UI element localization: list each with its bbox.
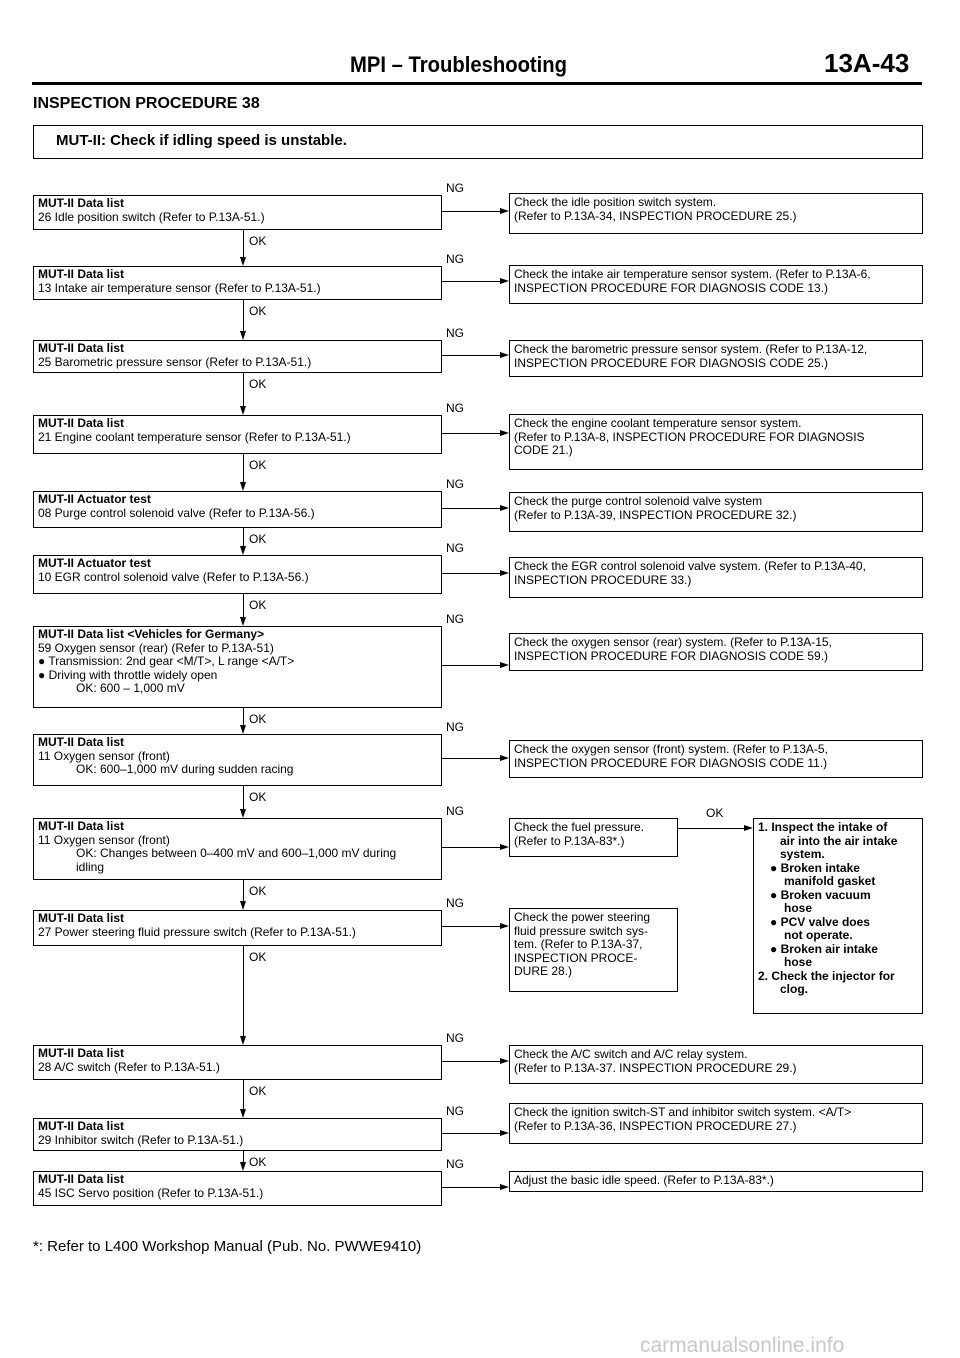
ng-arrow: [500, 1058, 509, 1064]
result-box: [509, 740, 923, 778]
result-line: Check the idle position switch system.: [514, 195, 717, 209]
ng-arrow: [500, 923, 509, 929]
ng-arrow: [500, 505, 509, 511]
result-box: [509, 492, 923, 532]
intake-check-line: hose: [784, 901, 813, 915]
step-heading: MUT-II Data list <Vehicles for Germany>: [38, 627, 265, 641]
ok-label: OK: [249, 377, 267, 391]
intake-check-line: ● PCV valve does: [770, 914, 870, 929]
step-line: OK: Changes between 0–400 mV and 600–1,000 mV during: [76, 846, 397, 860]
step-box: [33, 1045, 442, 1080]
result-box: [509, 557, 923, 598]
result-box: [509, 265, 923, 304]
result-line: Check the power steering: [514, 910, 651, 924]
result-line: Adjust the basic idle speed. (Refer to P.13A-83*.): [514, 1173, 774, 1187]
result-box: [509, 414, 923, 470]
ok-label: OK: [249, 532, 267, 546]
result-line: (Refer to P.13A-83*.): [514, 833, 625, 848]
ok-arrow: [240, 257, 246, 266]
ok-label: OK: [249, 458, 267, 472]
result-line: Check the ignition switch-ST and inhibitor switch system. <A/T>: [514, 1105, 852, 1119]
ok-arrow: [240, 901, 246, 910]
ok-connector: [243, 373, 244, 406]
ok-connector: [243, 880, 244, 901]
intake-check-box: [753, 818, 923, 1014]
step-box: [33, 1171, 442, 1206]
step-box: [33, 266, 442, 300]
step-line: 13 Intake air temperature sensor (Refer to P.13A-51.): [38, 280, 321, 295]
ok-label: OK: [249, 1084, 267, 1098]
ng-label: NG: [446, 326, 464, 340]
header-rule: [32, 82, 922, 85]
step-heading: MUT-II Data list: [38, 341, 125, 355]
result-line: Check the engine coolant temperature sensor system.: [514, 416, 802, 430]
ok-connector: [243, 594, 244, 617]
result-line: INSPECTION PROCEDURE FOR DIAGNOSIS CODE 25.): [514, 355, 829, 370]
ok-connector: [243, 528, 244, 546]
footnote: *: Refer to L400 Workshop Manual (Pub. No. PWWE9410): [33, 1238, 422, 1255]
result-line: (Refer to P.13A-36, INSPECTION PROCEDURE 27.): [514, 1118, 797, 1133]
step-line: 25 Barometric pressure sensor (Refer to P.13A-51.): [38, 354, 312, 369]
ng-label: NG: [446, 804, 464, 818]
ok-arrow: [240, 331, 246, 340]
ng-connector: [442, 211, 500, 212]
ng-arrow: [500, 352, 509, 358]
result-line: fluid pressure switch sys-: [514, 923, 649, 938]
ok-arrow: [240, 482, 246, 491]
ok-label: OK: [249, 884, 267, 898]
step-box: [33, 555, 442, 594]
result-line: INSPECTION PROCEDURE 33.): [514, 572, 692, 587]
intake-check-line: ● Broken vacuum: [770, 887, 871, 902]
step-heading: MUT-II Data list: [38, 267, 125, 281]
result-line: Check the intake air temperature sensor system. (Refer to P.13A-6,: [514, 267, 871, 281]
ok-arrow: [240, 809, 246, 818]
step-line: OK: 600–1,000 mV during sudden racing: [76, 762, 294, 776]
step-box: [33, 910, 442, 946]
ng-arrow: [500, 570, 509, 576]
step-line: 11 Oxygen sensor (front): [38, 748, 170, 763]
ng-label: NG: [446, 541, 464, 555]
result-line: CODE 21.): [514, 443, 573, 457]
intake-check-line: hose: [784, 955, 813, 969]
ng-label: NG: [446, 1031, 464, 1045]
step-heading: MUT-II Data list: [38, 196, 125, 210]
ok-arrow: [240, 406, 246, 415]
result-box: [509, 1045, 923, 1084]
step-heading: MUT-II Data list: [38, 911, 125, 925]
step-line: idling: [76, 859, 105, 874]
result-line: (Refer to P.13A-39, INSPECTION PROCEDURE 32.): [514, 507, 797, 522]
ok-label: OK: [249, 950, 267, 964]
step-box: [33, 195, 442, 230]
ng-label: NG: [446, 1157, 464, 1171]
ng-connector: [442, 758, 500, 759]
result-box: [509, 193, 923, 234]
ng-connector: [442, 1133, 500, 1134]
ok-label: OK: [249, 790, 267, 804]
ng-arrow: [500, 755, 509, 761]
ng-connector: [442, 355, 500, 356]
step-heading: MUT-II Actuator test: [38, 556, 151, 570]
ok-connector: [243, 946, 244, 1036]
result-line: Check the A/C switch and A/C relay system.: [514, 1047, 748, 1061]
ng-label: NG: [446, 1104, 464, 1118]
ok-connector: [243, 454, 244, 482]
step-box: [33, 491, 442, 528]
ng-connector: [442, 1187, 500, 1188]
step-heading: MUT-II Data list: [38, 416, 125, 430]
result-box: [509, 908, 678, 992]
step-heading: MUT-II Data list: [38, 1046, 125, 1060]
ok-connector: [243, 1080, 244, 1109]
ok-arrow: [240, 1109, 246, 1118]
intake-check-line: 2. Check the injector for: [758, 968, 895, 983]
ng-label: NG: [446, 477, 464, 491]
step-line: 59 Oxygen sensor (rear) (Refer to P.13A-51): [38, 640, 274, 655]
ng-connector: [442, 1061, 500, 1062]
result-line: Check the fuel pressure.: [514, 820, 645, 834]
step-heading: MUT-II Actuator test: [38, 492, 151, 506]
step-line: 08 Purge control solenoid valve (Refer to P.13A-56.): [38, 505, 315, 520]
result-box: [509, 1171, 923, 1192]
ok-label: OK: [249, 304, 267, 318]
result-box: [509, 818, 678, 857]
ok-label: OK: [706, 806, 724, 820]
ng-label: NG: [446, 612, 464, 626]
result-line: Check the EGR control solenoid valve system. (Refer to P.13A-40,: [514, 559, 866, 573]
main-question-box: MUT-II: Check if idling speed is unstable.: [33, 125, 923, 159]
step-box: [33, 626, 442, 708]
step-box: [33, 415, 442, 454]
step-heading: MUT-II Data list: [38, 819, 125, 833]
intake-check-line: air into the air intake: [780, 833, 898, 848]
ng-arrow: [500, 1130, 509, 1136]
step-line: ● Transmission: 2nd gear <M/T>, L range <A/T>: [38, 654, 295, 668]
step-line: 11 Oxygen sensor (front): [38, 832, 170, 847]
intake-check-line: system.: [780, 847, 825, 861]
ok-label: OK: [249, 234, 267, 248]
result-box: [509, 340, 923, 377]
ng-connector: [442, 847, 500, 848]
ok-label: OK: [249, 712, 267, 726]
ng-connector: [442, 433, 500, 434]
ng-label: NG: [446, 720, 464, 734]
result-line: Check the oxygen sensor (rear) system. (Refer to P.13A-15,: [514, 635, 832, 649]
intake-check-line: manifold gasket: [784, 874, 876, 888]
result-line: Check the oxygen sensor (front) system. (Refer to P.13A-5,: [514, 742, 828, 756]
result-line: (Refer to P.13A-34, INSPECTION PROCEDURE 25.): [514, 208, 797, 223]
intake-check-line: not operate.: [784, 928, 853, 942]
step-box: [33, 818, 442, 880]
result-line: INSPECTION PROCEDURE FOR DIAGNOSIS CODE 11.): [514, 755, 828, 770]
result-line: (Refer to P.13A-8, INSPECTION PROCEDURE FOR DIAGNOSIS: [514, 429, 865, 444]
ng-arrow: [500, 844, 509, 850]
ng-arrow: [500, 1184, 509, 1190]
ng-arrow: [500, 208, 509, 214]
step-box: [33, 734, 442, 786]
ok-arrow: [240, 1036, 246, 1045]
ok-arrow: [744, 825, 753, 831]
ok-arrow: [240, 1162, 246, 1171]
step-heading: MUT-II Data list: [38, 1119, 125, 1133]
step-line: 26 Idle position switch (Refer to P.13A-51.): [38, 209, 265, 224]
ng-arrow: [500, 662, 509, 668]
result-line: (Refer to P.13A-37. INSPECTION PROCEDURE 29.): [514, 1060, 797, 1075]
result-box: [509, 1103, 923, 1144]
step-line: 10 EGR control solenoid valve (Refer to P.13A-56.): [38, 569, 309, 584]
result-line: INSPECTION PROCE-: [514, 950, 638, 965]
ok-label: OK: [249, 598, 267, 612]
ng-connector: [442, 508, 500, 509]
ng-connector: [442, 281, 500, 282]
ng-arrow: [500, 278, 509, 284]
result-line: Check the barometric pressure sensor system. (Refer to P.13A-12,: [514, 342, 868, 356]
step-box: [33, 1118, 442, 1151]
ok-arrow: [240, 546, 246, 555]
procedure-title: INSPECTION PROCEDURE 38: [33, 95, 260, 112]
ok-connector: [678, 828, 744, 829]
ng-connector: [442, 665, 500, 666]
result-line: DURE 28.): [514, 964, 573, 978]
step-line: 28 A/C switch (Refer to P.13A-51.): [38, 1059, 220, 1074]
ok-arrow: [240, 617, 246, 626]
step-line: 21 Engine coolant temperature sensor (Refer to P.13A-51.): [38, 429, 351, 444]
intake-check-line: ● Broken intake: [770, 860, 860, 875]
ng-label: NG: [446, 252, 464, 266]
ng-arrow: [500, 430, 509, 436]
ok-connector: [243, 230, 244, 257]
ng-connector: [442, 573, 500, 574]
step-line: 29 Inhibitor switch (Refer to P.13A-51.): [38, 1132, 244, 1147]
ok-label: OK: [249, 1155, 267, 1169]
result-line: INSPECTION PROCEDURE FOR DIAGNOSIS CODE 59.): [514, 648, 829, 663]
section-title: MPI – Troubleshooting: [350, 52, 568, 77]
step-line: OK: 600 – 1,000 mV: [76, 681, 185, 695]
page-number: 13A-43: [824, 48, 910, 78]
result-line: Check the purge control solenoid valve system: [514, 494, 763, 508]
intake-check-line: clog.: [780, 982, 809, 996]
ng-connector: [442, 926, 500, 927]
ok-connector: [243, 300, 244, 331]
ok-connector: [243, 786, 244, 809]
intake-check-line: ● Broken air intake: [770, 941, 878, 956]
step-line: ● Driving with throttle widely open: [38, 667, 218, 682]
intake-check-line: 1. Inspect the intake of: [758, 820, 888, 834]
step-line: 45 ISC Servo position (Refer to P.13A-51.): [38, 1185, 264, 1200]
ok-connector: [243, 1151, 244, 1162]
result-line: INSPECTION PROCEDURE FOR DIAGNOSIS CODE 13.): [514, 280, 829, 295]
ng-label: NG: [446, 896, 464, 910]
ng-label: NG: [446, 401, 464, 415]
ng-label: NG: [446, 181, 464, 195]
ok-arrow: [240, 725, 246, 734]
result-line: tem. (Refer to P.13A-37,: [514, 937, 643, 951]
step-box: [33, 340, 442, 373]
result-box: [509, 633, 923, 671]
step-heading: MUT-II Data list: [38, 1172, 125, 1186]
step-line: 27 Power steering fluid pressure switch (Refer to P.13A-51.): [38, 924, 356, 939]
watermark: carmanualsonline.info: [640, 1334, 845, 1357]
ok-connector: [243, 708, 244, 725]
step-heading: MUT-II Data list: [38, 735, 125, 749]
